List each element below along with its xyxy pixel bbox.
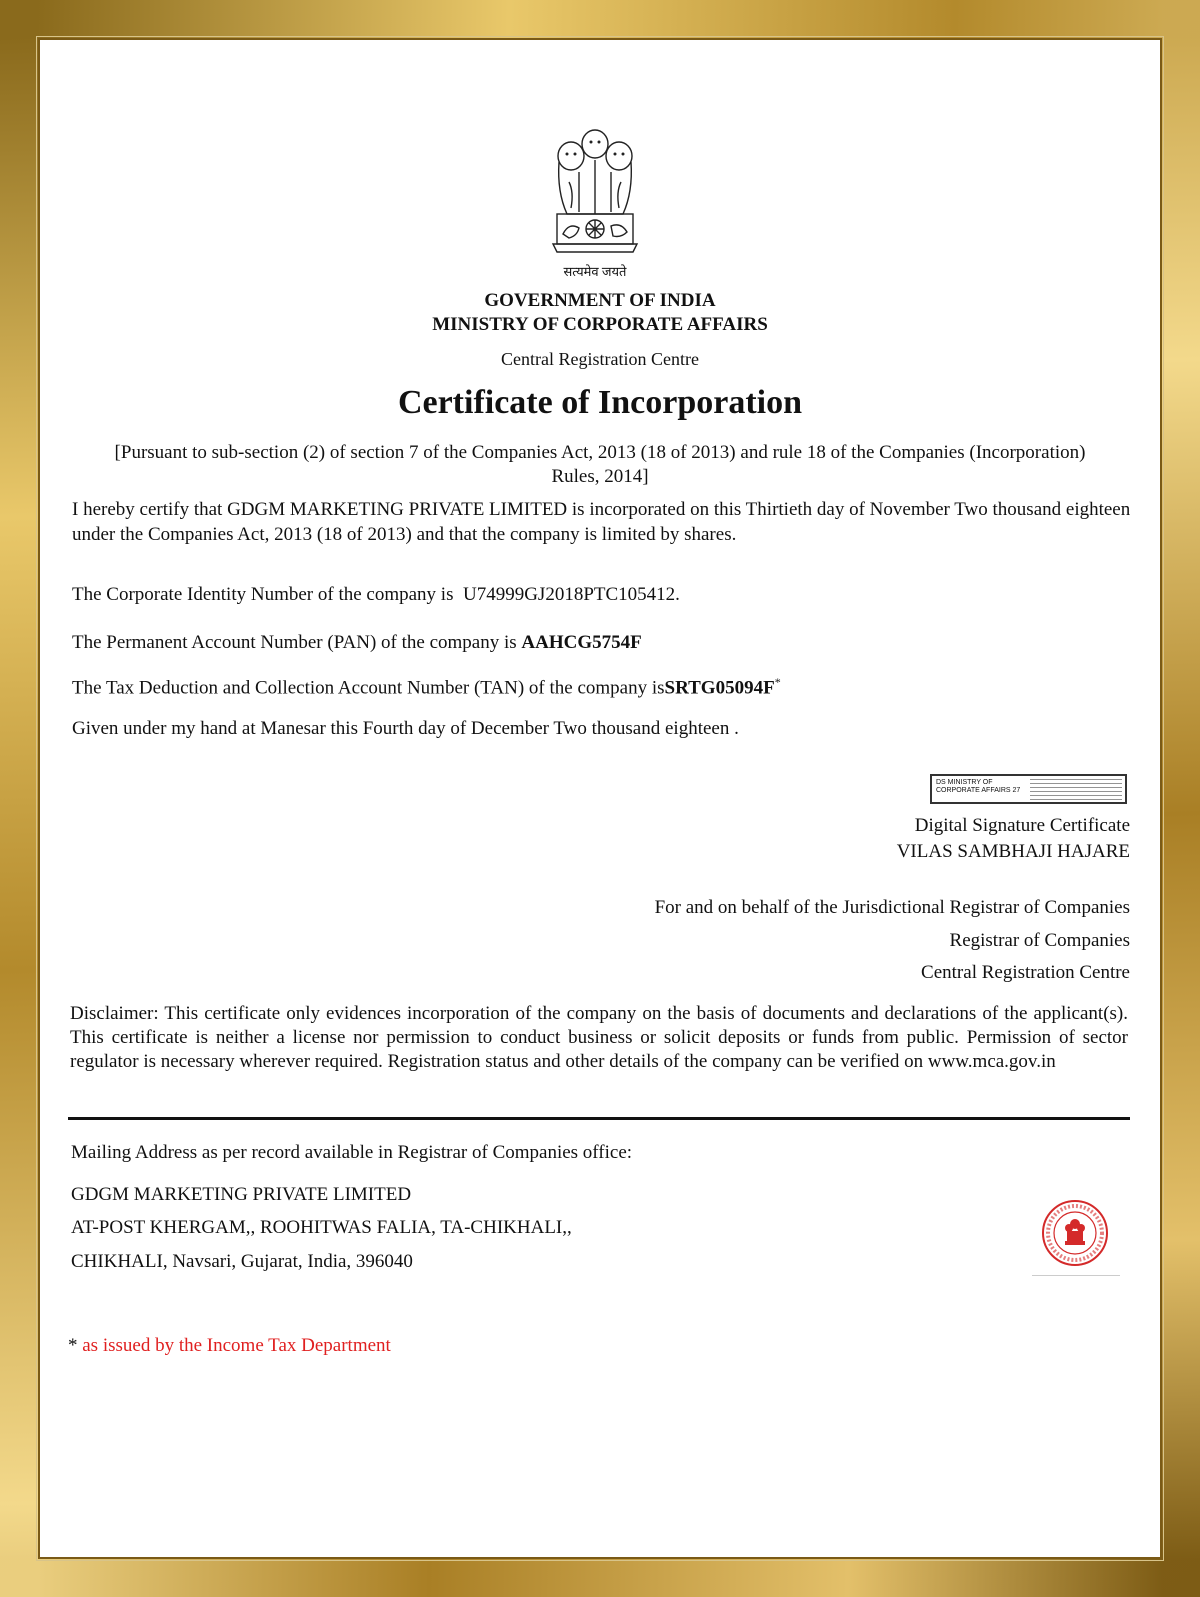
ministry-heading: MINISTRY OF CORPORATE AFFAIRS: [432, 314, 768, 335]
cin-value: U74999GJ2018PTC105412.: [462, 584, 680, 605]
address-line-company: GDGM MARKETING PRIVATE LIMITED: [71, 1184, 412, 1205]
pan-label: The Permanent Account Number (PAN) of the company is: [72, 632, 517, 653]
digital-signature-box: [930, 774, 1127, 804]
seal-underline: [1032, 1275, 1120, 1276]
signature-details-lines: [1030, 779, 1122, 801]
pan-line: [72, 630, 1132, 655]
mailing-address-heading: Mailing Address as per record available in Registrar of Companies office:: [71, 1142, 633, 1163]
tan-footnote-marker: *: [774, 675, 781, 689]
page-title: Certificate of Incorporation: [397, 384, 803, 421]
registrar-role: Registrar of Companies: [949, 930, 1130, 951]
cin-line: [72, 582, 1132, 607]
cin-label: The Corporate Identity Number of the company is: [72, 584, 454, 605]
signatory-centre: Central Registration Centre: [921, 962, 1130, 983]
emblem-motto: सत्यमेव जयते: [563, 264, 627, 279]
given-statement: Given under my hand at Manesar this Fourth day of December Two thousand eighteen .: [72, 718, 739, 739]
tan-label: The Tax Deduction and Collection Account Number (TAN) of the company is: [72, 677, 665, 699]
digital-signature-label: DS MINISTRY OF CORPORATE AFFAIRS 27: [936, 779, 1021, 794]
address-line-street: AT-POST KHERGAM,, ROOHITWAS FALIA, TA-CHIKHALI,,: [71, 1217, 572, 1238]
section-divider: [68, 1117, 1130, 1120]
national-emblem-icon: [549, 122, 641, 262]
tan-value: SRTG05094F: [664, 677, 775, 699]
certification-statement: I hereby certify that GDGM MARKETING PRIVATE LIMITED is incorporated on this Thirtieth day of November Two thousand eighteen under the Companies Act, 2013 (18 of 2013) and that the company is limited by shares.: [72, 499, 1131, 545]
footnote-star: *: [68, 1335, 78, 1356]
signatory-name: VILAS SAMBHAJI HAJARE: [896, 841, 1130, 862]
address-line-city: CHIKHALI, Navsari, Gujarat, India, 396040: [71, 1251, 413, 1272]
signature-certificate-label: Digital Signature Certificate: [914, 815, 1130, 836]
on-behalf-line: For and on behalf of the Jurisdictional Registrar of Companies: [654, 897, 1130, 918]
government-heading: GOVERNMENT OF INDIA: [484, 290, 716, 311]
tan-line: [72, 670, 1132, 700]
registration-centre: Central Registration Centre: [501, 349, 699, 369]
disclaimer-text: Disclaimer: This certificate only evidences incorporation of the company on the basis of documents and declarations of the applicant(s). This certificate is neither a license nor permission to conduct business or solicit deposits or funds from public. Permission of sector regulator is necessary wherever required. Registration status and other details of the company can be verified on www.mca.gov.in: [70, 1003, 1128, 1072]
footnote-text: as issued by the Income Tax Department: [82, 1335, 391, 1356]
pursuant-clause: [Pursuant to sub-section (2) of section 7 of the Companies Act, 2013 (18 of 2013) and rule 18 of the Companies (Incorporation) Rules, 2014]: [114, 442, 1086, 487]
registrar-seal-icon: [1040, 1198, 1110, 1268]
pan-value: AAHCG5754F: [521, 632, 642, 653]
footnote: [68, 1335, 391, 1357]
